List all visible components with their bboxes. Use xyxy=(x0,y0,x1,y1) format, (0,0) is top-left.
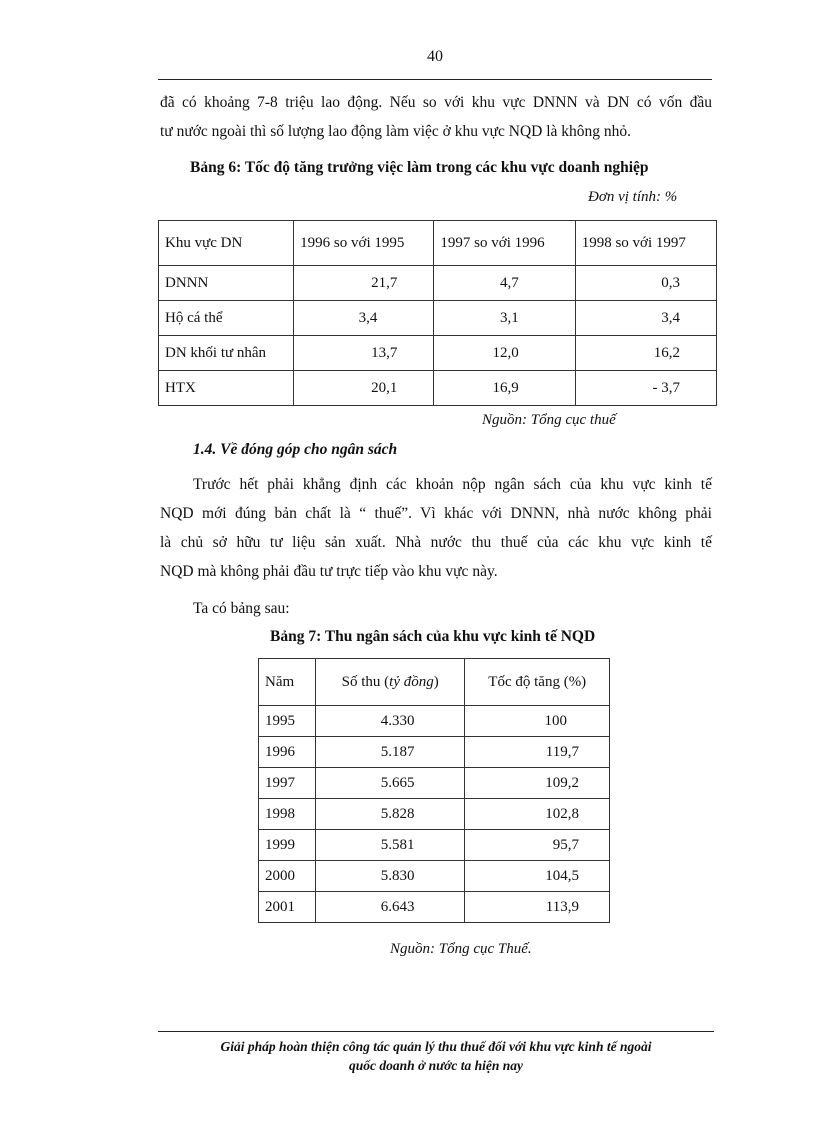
table-cell: 104,5 xyxy=(465,861,610,892)
table7-caption: Bảng 7: Thu ngân sách của khu vực kinh tế NQD xyxy=(270,628,596,645)
footer-line: Giải pháp hoàn thiện công tác quản lý thu thuế đối với khu vực kinh tế ngoài xyxy=(220,1039,652,1054)
text-line: Trước hết phải khẳng định các khoản nộp ngân sách của khu vực kinh tế xyxy=(193,476,712,493)
table-cell: 21,7 xyxy=(294,266,434,301)
table-row xyxy=(259,706,610,737)
table-cell: 102,8 xyxy=(465,799,610,830)
table6 xyxy=(158,220,717,406)
table-cell: 109,2 xyxy=(465,768,610,799)
table-cell: 12,0 xyxy=(434,336,575,371)
table-cell: DN khối tư nhân xyxy=(159,336,294,371)
table-cell: 5.828 xyxy=(315,799,465,830)
text-line: NQD mới đúng bản chất là “ thuế”. Vì khác với DNNN, nhà nước không phải xyxy=(160,505,712,522)
table-cell: 3,1 xyxy=(434,301,575,336)
table-cell: 1996 xyxy=(259,737,316,768)
footer-rule xyxy=(158,1031,714,1032)
table-cell: 5.187 xyxy=(315,737,465,768)
text-line: đã có khoảng 7-8 triệu lao động. Nếu so với khu vực DNNN và DN có vốn đầu xyxy=(160,94,712,111)
lead-in-text: Ta có bảng sau: xyxy=(193,600,290,617)
table-cell: HTX xyxy=(159,371,294,406)
header-text: ) xyxy=(433,673,439,690)
header-unit: tỷ đồng xyxy=(389,673,434,690)
table-cell: 100 xyxy=(465,706,610,737)
header-cell: 1997 so với 1996 xyxy=(434,221,575,266)
table-cell: 1997 xyxy=(259,768,316,799)
table7 xyxy=(258,658,610,923)
table-cell: 0,3 xyxy=(575,266,716,301)
table-row xyxy=(159,301,717,336)
table7-source: Nguồn: Tổng cục Thuế. xyxy=(390,941,532,957)
table-row xyxy=(259,768,610,799)
table-cell: - 3,7 xyxy=(575,371,716,406)
table-row xyxy=(259,799,610,830)
table-row xyxy=(159,336,717,371)
table-cell: 2000 xyxy=(259,861,316,892)
header-cell: 1996 so với 1995 xyxy=(294,221,434,266)
table-cell: 1999 xyxy=(259,830,316,861)
header-text: Số thu ( xyxy=(341,673,390,690)
table-row xyxy=(259,830,610,861)
table-cell: 119,7 xyxy=(465,737,610,768)
table-cell: 5.830 xyxy=(315,861,465,892)
table-cell: 1995 xyxy=(259,706,316,737)
page-footer xyxy=(160,1037,712,1075)
header-cell xyxy=(315,659,465,706)
table-cell: 5.581 xyxy=(315,830,465,861)
table-header-row xyxy=(259,659,610,706)
header-cell: 1998 so với 1997 xyxy=(575,221,716,266)
table-row xyxy=(159,371,717,406)
header-rule xyxy=(158,79,712,80)
body-paragraph xyxy=(160,470,712,586)
table-cell: 5.665 xyxy=(315,768,465,799)
table6-unit: Đơn vị tính: % xyxy=(588,189,678,205)
table-cell: DNNN xyxy=(159,266,294,301)
table-cell: 4.330 xyxy=(315,706,465,737)
table-row xyxy=(159,266,717,301)
text-line: là chủ sở hữu tư liệu sản xuất. Nhà nước thu thuế của các khu vực kinh tế xyxy=(160,534,712,551)
table-cell: 16,2 xyxy=(575,336,716,371)
text-line: tư nước ngoài thì số lượng lao động làm việc ở khu vực NQD là không nhỏ. xyxy=(160,123,632,140)
page-number: 40 xyxy=(427,48,443,65)
table-cell: 113,9 xyxy=(465,892,610,923)
table-row xyxy=(259,861,610,892)
intro-paragraph xyxy=(160,88,712,146)
table6-caption: Bảng 6: Tốc độ tăng trưởng việc làm trong các khu vực doanh nghiệp xyxy=(190,159,649,176)
header-cell: Năm xyxy=(259,659,316,706)
table-cell: 95,7 xyxy=(465,830,610,861)
table-cell: 3,4 xyxy=(294,301,434,336)
table-row xyxy=(259,737,610,768)
table-cell: 2001 xyxy=(259,892,316,923)
table-cell: 13,7 xyxy=(294,336,434,371)
table-cell: 16,9 xyxy=(434,371,575,406)
table-cell: 6.643 xyxy=(315,892,465,923)
table-cell: 4,7 xyxy=(434,266,575,301)
table6-source: Nguồn: Tổng cục thuế xyxy=(482,412,616,428)
table-row xyxy=(259,892,610,923)
table-cell: 3,4 xyxy=(575,301,716,336)
table-header-row xyxy=(159,221,717,266)
footer-line: quốc doanh ở nước ta hiện nay xyxy=(348,1058,524,1073)
table-cell: Hộ cá thể xyxy=(159,301,294,336)
header-cell: Khu vực DN xyxy=(159,221,294,266)
table-cell: 1998 xyxy=(259,799,316,830)
table-cell: 20,1 xyxy=(294,371,434,406)
header-cell: Tốc độ tăng (%) xyxy=(465,659,610,706)
text-line: NQD mà không phải đầu tư trực tiếp vào khu vực này. xyxy=(160,563,498,580)
section-heading: 1.4. Về đóng góp cho ngân sách xyxy=(193,441,398,458)
